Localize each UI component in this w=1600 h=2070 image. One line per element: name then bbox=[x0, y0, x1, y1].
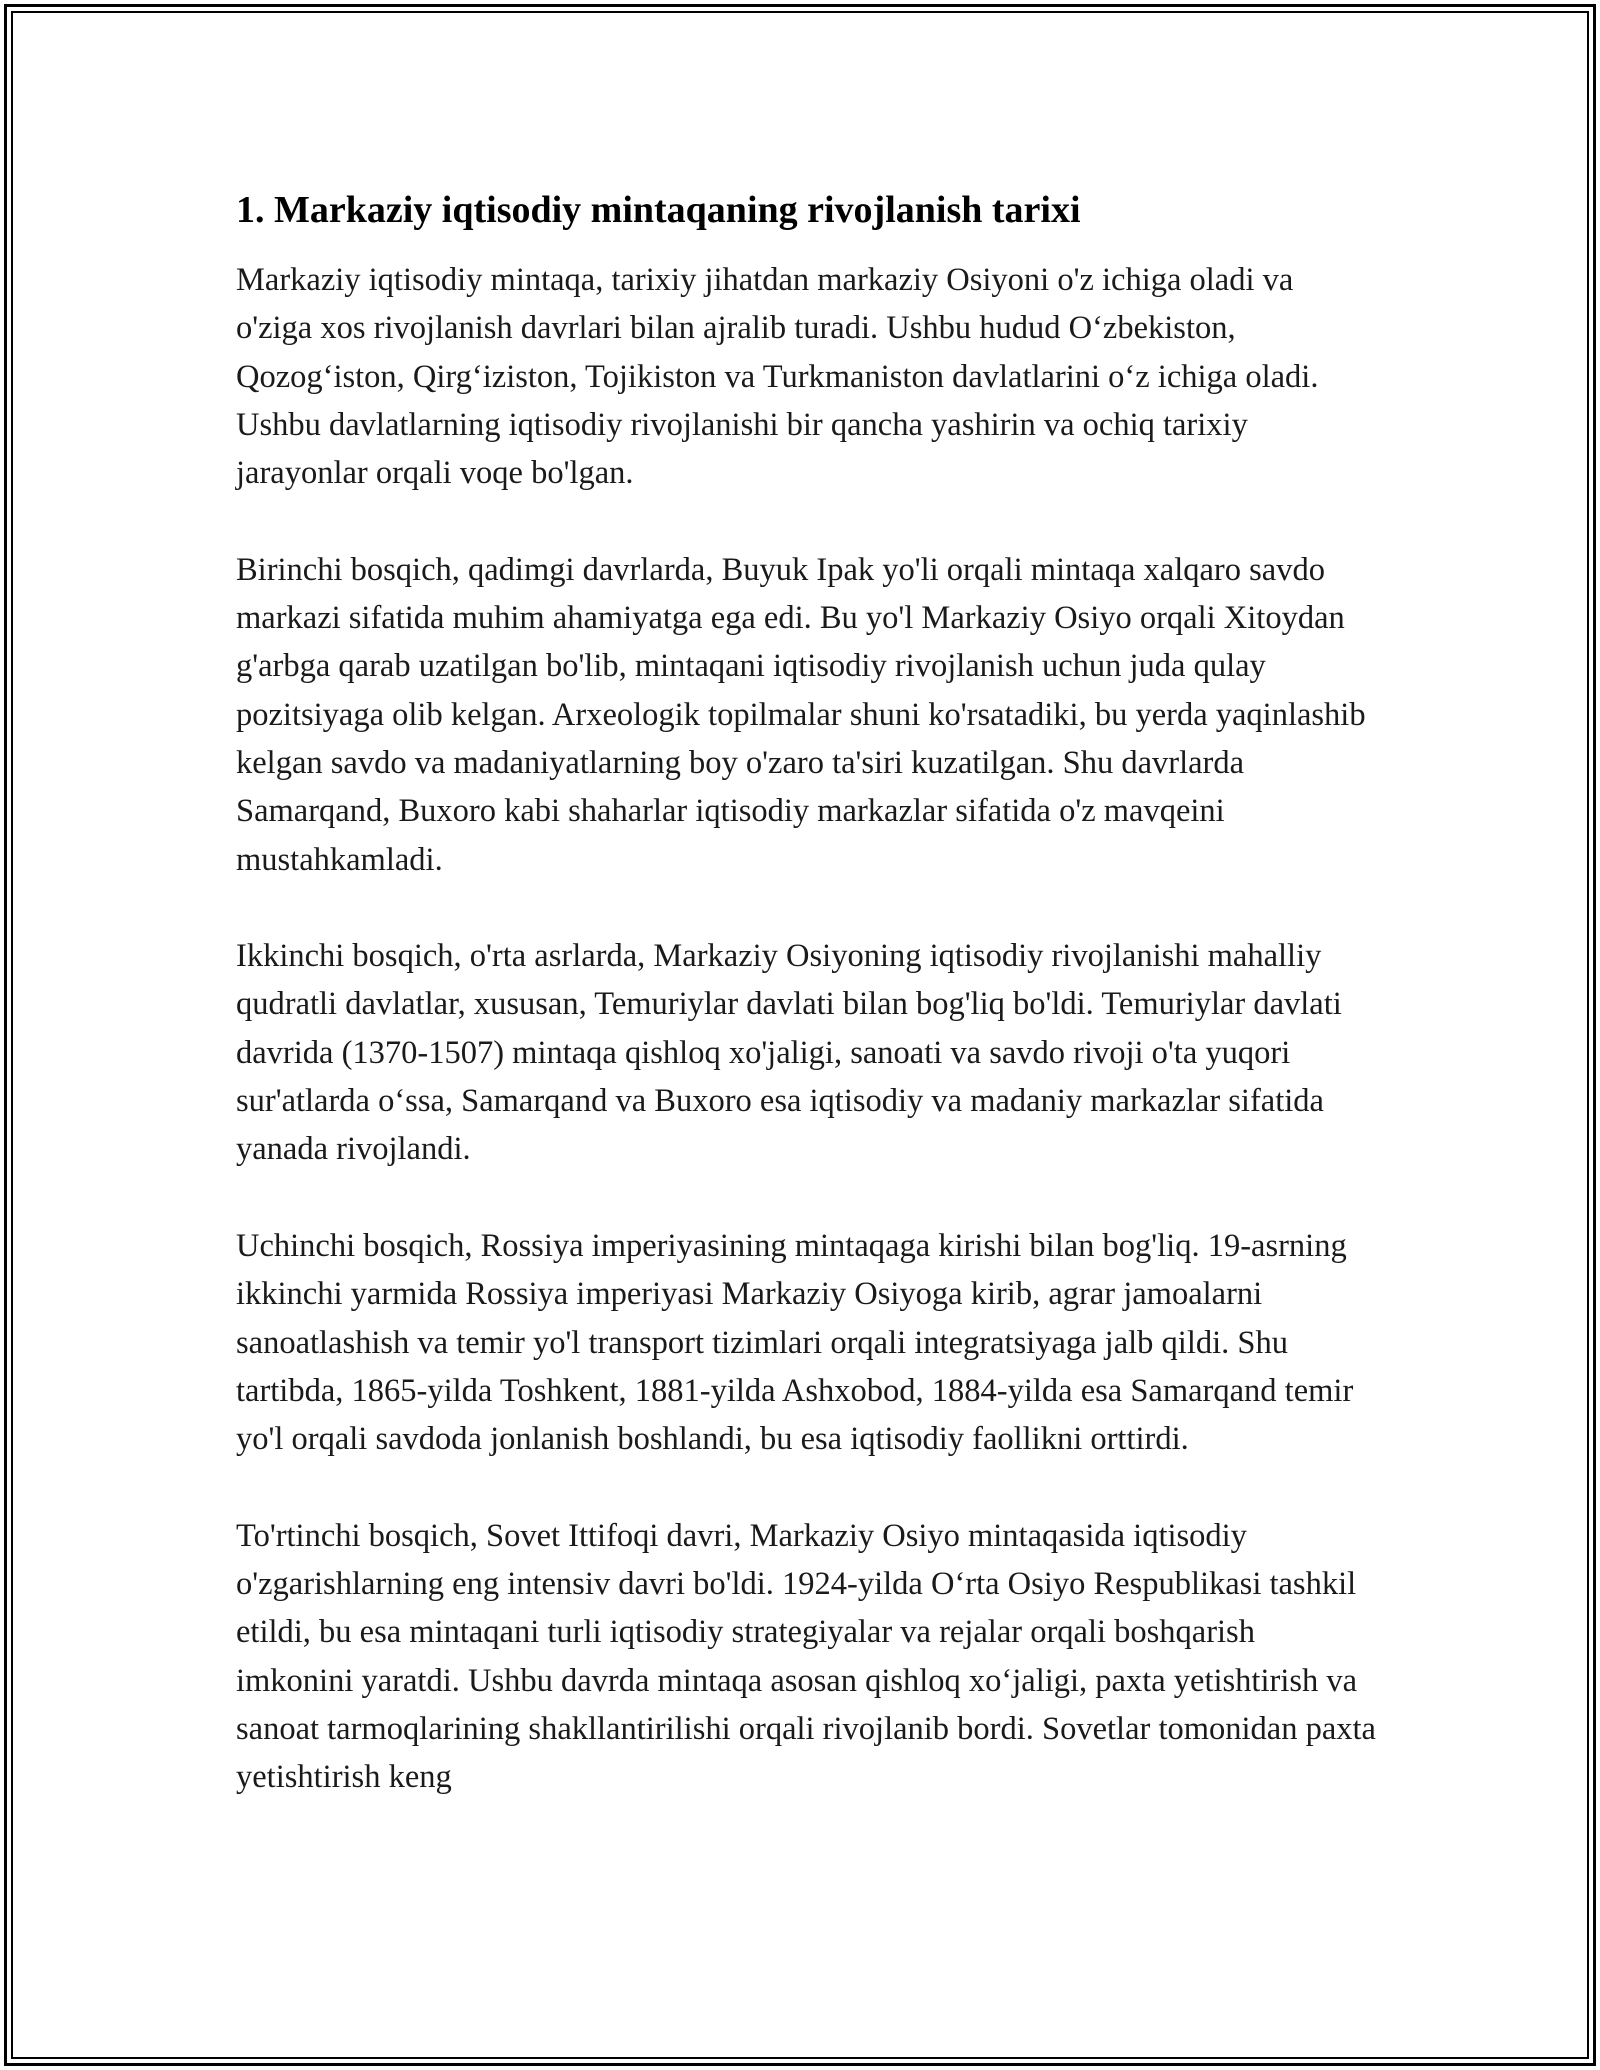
paragraph-intro: Markaziy iqtisodiy mintaqa, tarixiy jihatdan markaziy Osiyoni o'z ichiga oladi va o'ziga xos rivojlanish davrlari bilan ajralib turadi. Ushbu hudud O‘zbekiston, Qozog‘iston, Qirg‘iziston, Tojikiston va Turkmaniston davlatlarini o‘z ichiga oladi. Ushbu davlatlarning iqtisodiy rivojlanishi bir qancha yashirin va ochiq tarixiy jarayonlar orqali voqe bo'lgan. bbox=[236, 262, 1319, 492]
section-heading: 1. Markaziy iqtisodiy mintaqaning rivojlanish tarixi bbox=[236, 189, 1081, 231]
paragraph-stage-one: Birinchi bosqich, qadimgi davrlarda, Buyuk Ipak yo'li orqali mintaqa xalqaro savdo markazi sifatida muhim ahamiyatga ega edi. Bu yo'l Markaziy Osiyo orqali Xitoydan g'arbga qarab uzatilgan bo'lib, mintaqani iqtisodiy rivojlanish uchun juda qulay pozitsiyaga olib kelgan. Arxeologik topilmalar shuni ko'rsatadiki, bu yerda yaqinlashib kelgan savdo va madaniyatlarning boy o'zaro ta'siri kuzatilgan. Shu davrlarda Samarqand, Buxoro kabi shaharlar iqtisodiy markazlar sifatida o'z mavqeini mustahkamladi. bbox=[236, 551, 1366, 878]
paragraph-stage-three: Uchinchi bosqich, Rossiya imperiyasining mintaqaga kirishi bilan bog'liq. 19-asrning ikkinchi yarmida Rossiya imperiyasi Markaziy Osiyoga kirib, agrar jamoalarni sanoatlashish va temir yo'l transport tizimlari orqali integratsiyaga jalb qildi. Shu tartibda, 1865-yilda Toshkent, 1881-yilda Ashxobod, 1884-yilda esa Samarqand temir yo'l orqali savdoda jonlanish boshlandi, bu esa iqtisodiy faollikni orttirdi. bbox=[236, 1227, 1354, 1458]
paragraph-stage-two: Ikkinchi bosqich, o'rta asrlarda, Markaziy Osiyoning iqtisodiy rivojlanishi mahalliy qudratli davlatlar, xususan, Temuriylar davlati bilan bog'liq bo'ldi. Temuriylar davlati davrida (1370-1507) mintaqa qishloq xo'jaligi, sanoati va savdo rivoji o'ta yuqori sur'atlarda o‘ssa, Samarqand va Buxoro esa iqtisodiy va madaniy markazlar sifatida yanada rivojlandi. bbox=[236, 938, 1342, 1168]
paragraph-stage-four: To'rtinchi bosqich, Sovet Ittifoqi davri, Markaziy Osiyo mintaqasida iqtisodiy o'zgarishlarning eng intensiv davri bo'ldi. 1924-yilda O‘rta Osiyo Respublikasi tashkil etildi, bu esa mintaqani turli iqtisodiy strategiyalar va rejalar orqali boshqarish imkonini yaratdi. Ushbu davrda mintaqa asosan qishloq xo‘jaligi, paxta yetishtirish va sanoat tarmoqlarining shakllantirilishi orqali rivojlanib bordi. Sovetlar tomonidan paxta yetishtirish keng bbox=[236, 1517, 1376, 1796]
document-body bbox=[236, 186, 1376, 1802]
